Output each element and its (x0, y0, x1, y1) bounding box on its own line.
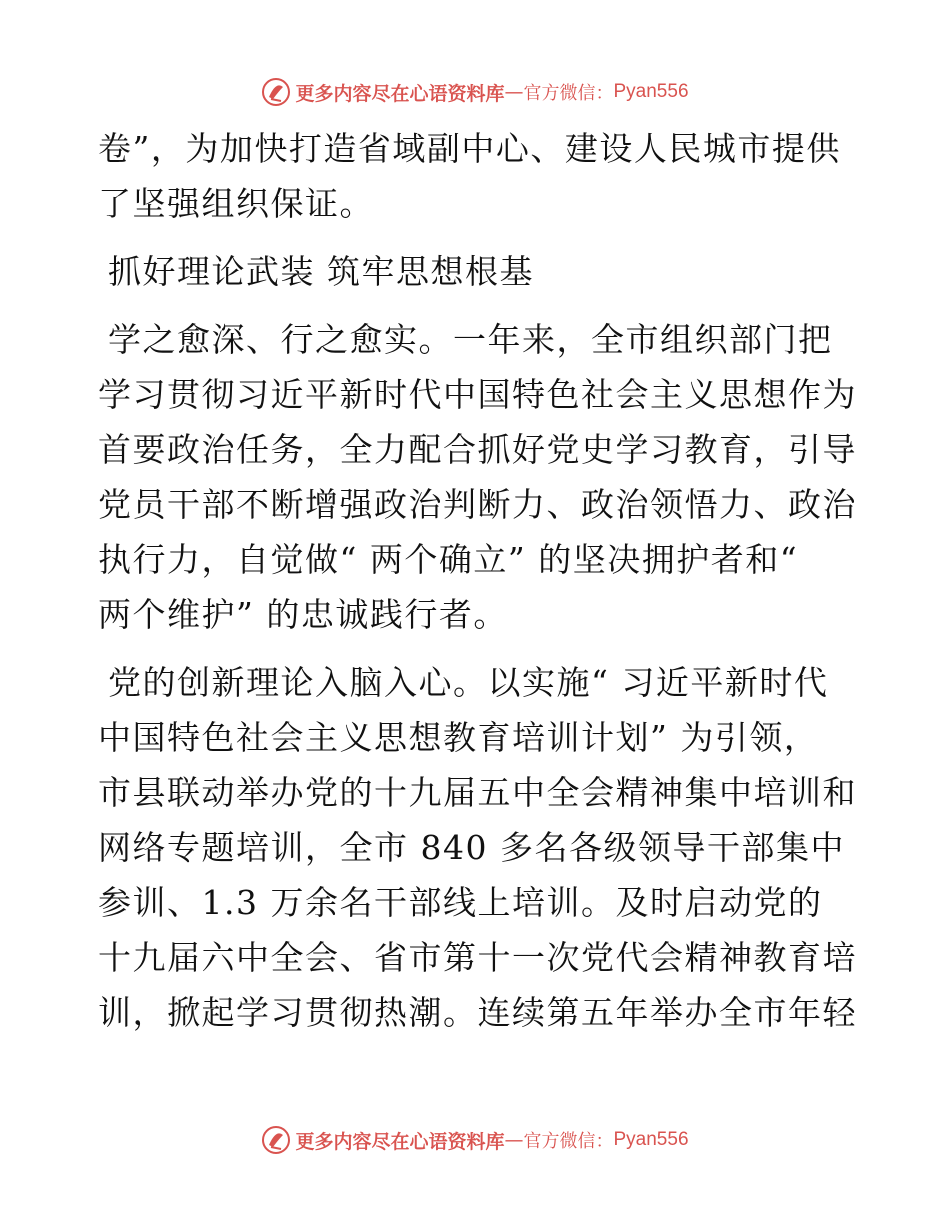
watermark-label: 官方微信： (523, 1131, 614, 1152)
text-line: 中国特色社会主义思想教育培训计划” 为引领， (98, 718, 819, 757)
text-line: 党的创新理论入脑入心。以实施“ 习近平新时代 (108, 663, 829, 702)
text-line: 两个维护” 的忠诚践行者。 (98, 595, 508, 634)
watermark-text: 更多内容尽在心语资料库 (295, 82, 505, 105)
text-line: 市县联动举办党的十九届五中全会精神集中培训和 (98, 773, 857, 812)
section-heading (98, 247, 858, 302)
footer-watermark (0, 1120, 950, 1160)
text-line: 了坚强组织保证。 (98, 184, 374, 223)
watermark-wechat-id: Pyan556 (613, 81, 689, 102)
text-line: 网络专题培训，全市 840 多名各级领导干部集中 (98, 828, 845, 867)
document-body (98, 124, 858, 1043)
watermark-label: 官方微信： (523, 83, 614, 104)
text-line: 训，掀起学习贯彻热潮。连续第五年举办全市年轻 (98, 993, 857, 1032)
text-line: 党员干部不断增强政治判断力、政治领悟力、政治 (98, 485, 857, 524)
logo-icon (261, 77, 291, 107)
heading-line: 抓好理论武装 筑牢思想根基 (108, 252, 534, 291)
text-line: 参训、1.3 万余名干部线上培训。及时启动党的 (98, 883, 823, 922)
watermark-dash: — (504, 1129, 524, 1151)
paragraph (98, 658, 858, 1043)
text-line: 卷”，为加快打造省域副中心、建设人民城市提供 (98, 129, 841, 168)
paragraph (98, 124, 858, 234)
paragraph (98, 315, 858, 645)
watermark-dash: — (504, 81, 524, 103)
header-watermark (0, 72, 950, 112)
text-line: 执行力，自觉做“ 两个确立” 的坚决拥护者和“ (98, 540, 799, 579)
watermark-text: 更多内容尽在心语资料库 (295, 1130, 505, 1153)
text-line: 学习贯彻习近平新时代中国特色社会主义思想作为 (98, 375, 857, 414)
text-line: 十九届六中全会、省市第十一次党代会精神教育培 (98, 938, 857, 977)
text-line: 首要政治任务，全力配合抓好党史学习教育，引导 (98, 430, 857, 469)
text-line: 学之愈深、行之愈实。一年来，全市组织部门把 (108, 320, 833, 359)
watermark-wechat-id: Pyan556 (613, 1129, 689, 1150)
logo-icon (261, 1125, 291, 1155)
